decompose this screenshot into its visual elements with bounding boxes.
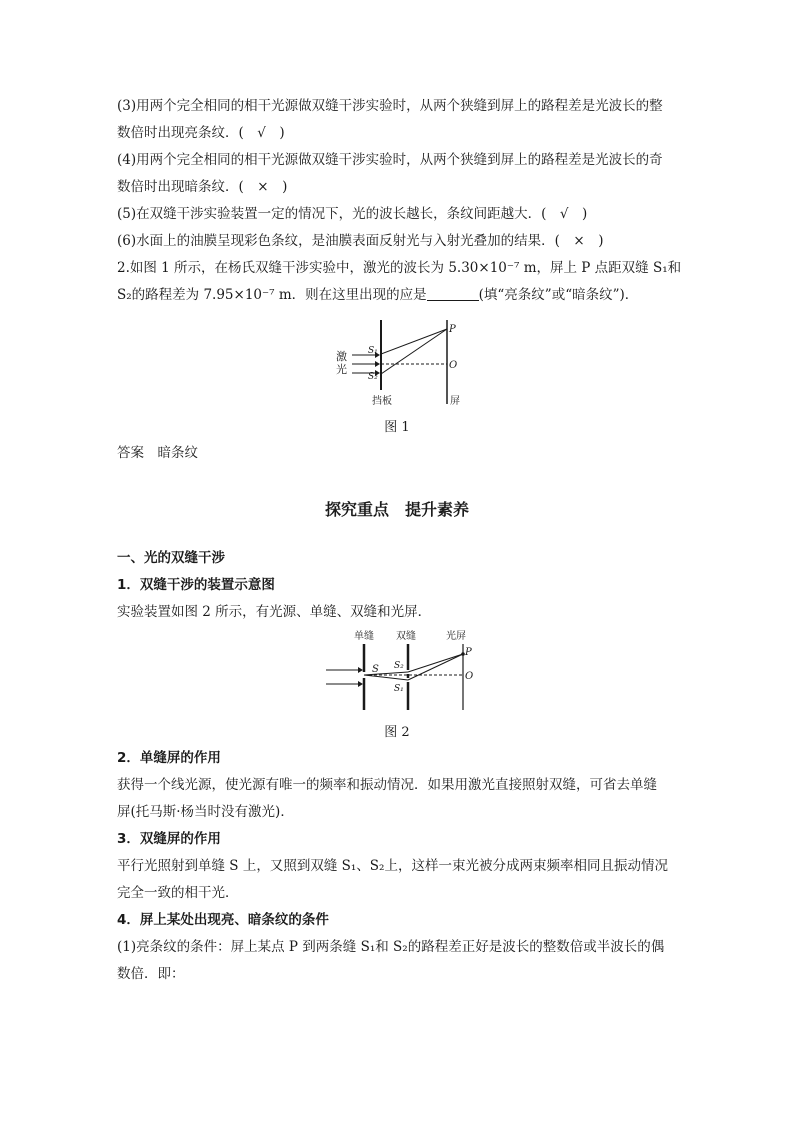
item-4-line-2: 数倍时出现暗条纹．( × ) [117,179,288,195]
ray-s1-p [408,654,463,680]
subheading-2: 2．单缝屏的作用 [117,750,221,766]
part-1-heading: 一、光的双缝干涉 [117,550,225,566]
o-label: O [449,360,458,371]
item-4-line-1: (4)用两个完全相同的相干光源做双缝干涉实验时，从两个狭缝到屏上的路程差是光波长的奇 [117,152,663,168]
s2-label: S₂ [394,661,404,671]
laser-arrowhead [375,361,380,367]
item-3-line-2: 数倍时出现亮条纹．( √ ) [117,125,285,141]
p-label: P [465,647,472,658]
item-6: (6)水面上的油膜呈现彩色条纹，是油膜表面反射光与入射光叠加的结果．( × ) [117,233,604,249]
light-arrowhead [358,681,363,687]
s2-label: S₂ [368,372,378,382]
light-arrowhead [358,667,363,673]
section-title: 探究重点 提升素养 [324,500,469,519]
item-5: (5)在双缝干涉实验装置一定的情况下，光的波长越长，条纹间距越大．( √ ) [117,206,588,222]
laser-label-1: 激 [336,350,347,363]
problem-2-text-a: S₂的路程差为 7.95×10⁻⁷ m．则在这里出现的应是 [117,287,427,303]
figure-1-caption: 图 1 [384,420,410,435]
subheading-4: 4．屏上某处出现亮、暗条纹的条件 [117,912,329,928]
subheading-3-text-1: 平行光照射到单缝 S 上，又照到双缝 S₁、S₂上，这样一束光被分成两束频率相同且振动情况 [117,858,668,874]
ray-s1-p [381,329,447,354]
problem-2-line-1: 2.如图 1 所示，在杨氏双缝干涉实验中，激光的波长为 5.30×10⁻⁷ m，屏上 P 点距双缝 S₁和 [117,260,682,276]
subheading-2-text-1: 获得一个线光源，使光源有唯一的频率和振动情况．如果用激光直接照射双缝，可省去单缝 [117,777,657,793]
item-3-line-1: (3)用两个完全相同的相干光源做双缝干涉实验时，从两个狭缝到屏上的路程差是光波长的整 [117,98,663,114]
subheading-1-text: 实验装置如图 2 所示，有光源、单缝、双缝和光屏． [117,604,432,620]
double-slit-label: 双缝 [396,631,416,642]
answer-line [117,444,198,462]
subheading-4-text-1: (1)亮条纹的条件：屏上某点 P 到两条缝 S₁和 S₂的路程差正好是波长的整数倍或半波长的偶 [117,939,665,955]
problem-2-text-b: (填“亮条纹”或“暗条纹”)． [478,287,639,303]
barrier-label: 挡板 [372,396,392,407]
ray-s-s1 [364,675,408,680]
o-label: O [465,671,474,682]
laser-label-2: 光 [336,363,347,376]
s1-label: S₁ [368,346,378,356]
figure-2-diagram [322,628,482,712]
screen-label: 光屏 [446,631,466,642]
answer-value: 暗条纹 [157,445,198,461]
single-slit-label: 单缝 [354,631,374,642]
s-label: S [372,664,379,675]
subheading-4-text-2: 数倍．即： [117,966,185,982]
figure-2-caption: 图 2 [384,725,410,740]
answer-blank [427,287,479,301]
ray-s2-p [381,329,447,374]
p-label: P [449,324,456,335]
figure-1-diagram [330,318,470,408]
subheading-3-text-2: 完全一致的相干光． [117,885,239,901]
subheading-1: 1．双缝干涉的装置示意图 [117,577,275,593]
answer-label: 答案 [117,445,144,461]
subheading-3: 3．双缝屏的作用 [117,831,221,847]
ray-s2-p [408,654,463,672]
subheading-2-text-2: 屏(托马斯·杨当时没有激光)． [117,804,294,820]
s1-label: S₁ [394,684,404,694]
screen-label: 屏 [450,396,460,407]
problem-2-line-2 [117,286,638,304]
